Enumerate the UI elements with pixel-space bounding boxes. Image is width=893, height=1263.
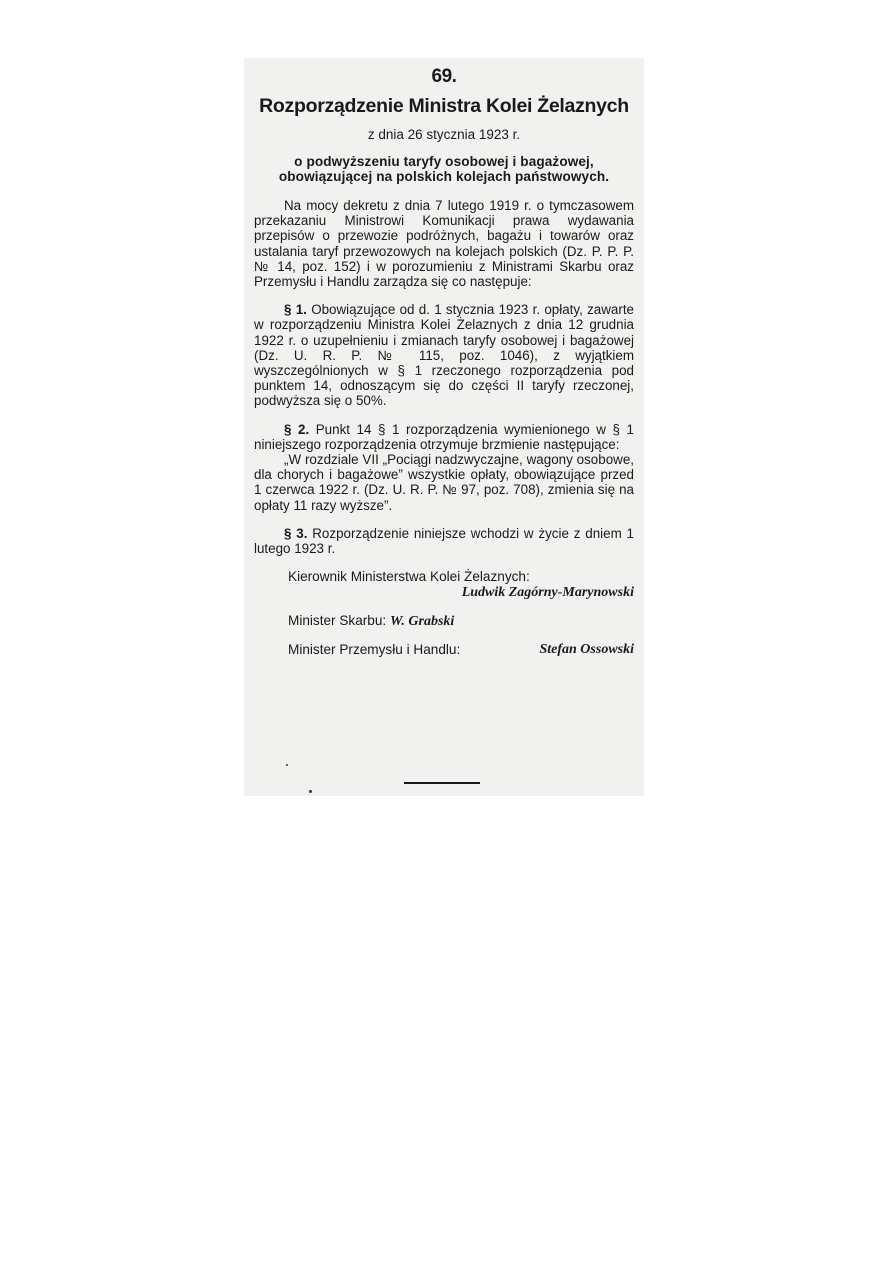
section-1-mark: § 1.	[284, 302, 307, 318]
page-number: 69.	[431, 66, 457, 87]
treasury-minister-signature: W. Grabski	[390, 614, 455, 630]
industry-minister-line	[254, 642, 634, 658]
section-1-text: Obowiązujące od d. 1 stycznia 1923 r. opłaty, zawarte w rozporządzeniu Ministra Kolei Żelaznych z dnia 12 grudnia 1922 r. o uzupełnieniu i zmianach taryfy osobowej i bagażowej (Dz. U. R. P. № 115, poz. 1046), z wyjątkiem wyszczególnionych w § 1 rzeczonego rozporządzenia pod punktem 14, odnoszącym się do części II taryfy rzeczonej, podwyższa się o 50%.	[254, 302, 634, 409]
rail-minister-label: Kierownik Ministerstwa Kolei Żelaznych:	[288, 569, 530, 585]
document-subject: o podwyższeniu taryfy osobowej i bagażowej, obowiązującej na polskich kolejach państwowych.	[278, 154, 610, 184]
preamble: Na mocy dekretu z dnia 7 lutego 1919 r. o tymczasowem przekazaniu Ministrowi Komunikacji prawa wydawania przepisów o przewozie podróżnych, bagażu i towarów oraz ustalania taryf przewozowych na kolejach polskich (Dz. P. P. P. № 14, poz. 152) i w porozumieniu z Ministrami Skarbu oraz Przemysłu i Handlu zarządza się co następuje:	[254, 198, 634, 290]
section-3-text: Rozporządzenie niniejsze wchodzi w życie z dniem 1 lutego 1923 r.	[254, 525, 634, 557]
section-1	[254, 302, 634, 408]
treasury-minister-line	[254, 613, 634, 630]
industry-minister-signature: Stefan Ossowski	[539, 642, 634, 658]
scan-speck	[309, 790, 312, 793]
document-title: Rozporządzenie Ministra Kolei Żelaznych	[259, 95, 629, 117]
section-2-mark: § 2.	[284, 421, 310, 437]
signature-block	[254, 569, 634, 658]
section-2	[254, 422, 634, 452]
rail-minister-signature: Ludwik Zagórny-Marynowski	[461, 585, 634, 601]
section-2-quote: „W rozdziale VII „Pociągi nadzwyczajne, wagony osobowe, dla chorych i bagażowe” wszystkie opłaty, obowiązujące przed 1 czerwca 1922 r. (Dz. U. R. P. № 97, poz. 708), zmienia się na opłaty 11 razy wyższe”.	[254, 452, 634, 513]
section-2-text: Punkt 14 § 1 rozporządzenia wymienionego w § 1 niniejszego rozporządzenia otrzymuje brzmienie następujące:	[254, 421, 634, 452]
document-column	[254, 66, 634, 658]
section-3-mark: § 3.	[284, 525, 308, 541]
industry-minister-label: Minister Przemysłu i Handlu:	[288, 642, 461, 658]
closing-rule	[404, 782, 480, 784]
treasury-minister-label: Minister Skarbu:	[288, 613, 387, 629]
section-3	[254, 526, 634, 556]
date-line: z dnia 26 stycznia 1923 r.	[367, 127, 521, 142]
scan-speck	[286, 764, 288, 766]
